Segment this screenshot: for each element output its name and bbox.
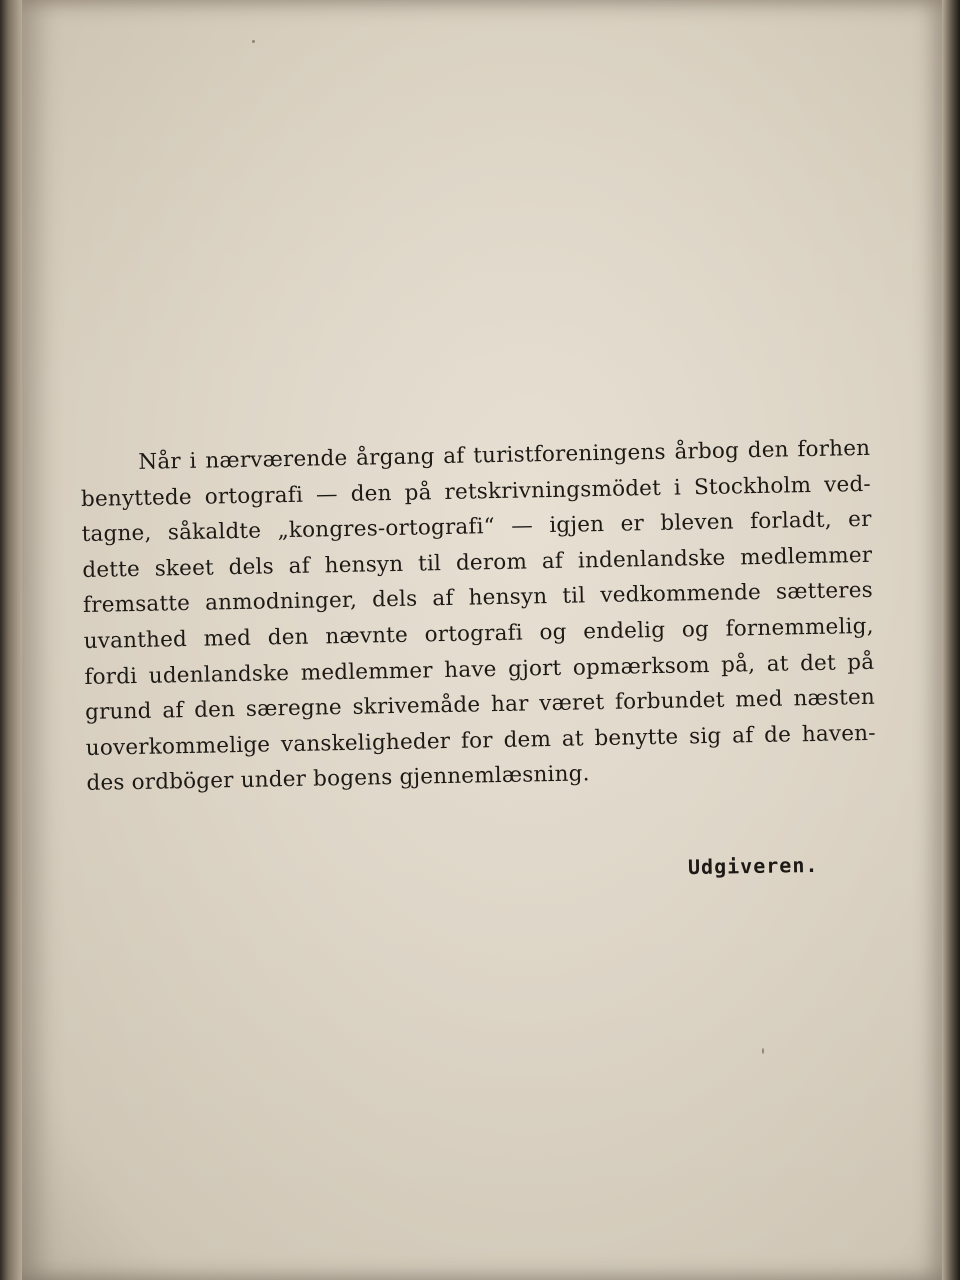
- book-page: [20, 0, 942, 1280]
- book-cover-edge: [942, 0, 960, 1280]
- paragraph-line: uvanthed med den nævnte ortografi og endelig og fornemmelig,: [83, 613, 874, 654]
- paragraph-line: uoverkommelige vanskeligheder for dem at benytte sig af de haven-: [85, 720, 876, 761]
- page-gutter: [0, 0, 22, 1280]
- paragraph-line: des ordböger under bogens gjennemlæsning.: [86, 761, 590, 797]
- paragraph-line: grund af den særegne skrivemåde har været forbundet med næsten: [84, 684, 876, 726]
- paper-speck: [252, 40, 255, 43]
- paragraph-line: Når i nærværende årgang af turistforeningens årbog den forhen: [138, 435, 871, 475]
- paragraph-line: dette skeet dels af hensyn til derom af indenlandske medlemmer: [82, 542, 873, 583]
- signature: Udgiveren.: [687, 852, 819, 880]
- paper-speck: [762, 1048, 764, 1054]
- paragraph-line: tagne, såkaldte „kongres-ortografi“ — igjen er bleven forladt, er: [81, 507, 872, 548]
- paragraph-line: benyttede ortografi — den på retskrivningsmödet i Stockholm ved-: [80, 471, 872, 512]
- paragraph-line: fremsatte anmodninger, dels af hensyn til vedkommende sætteres: [82, 578, 874, 619]
- preface-paragraph: [80, 431, 877, 802]
- paragraph-line: fordi udenlandske medlemmer have gjort opmærksom på, at det på: [84, 649, 875, 690]
